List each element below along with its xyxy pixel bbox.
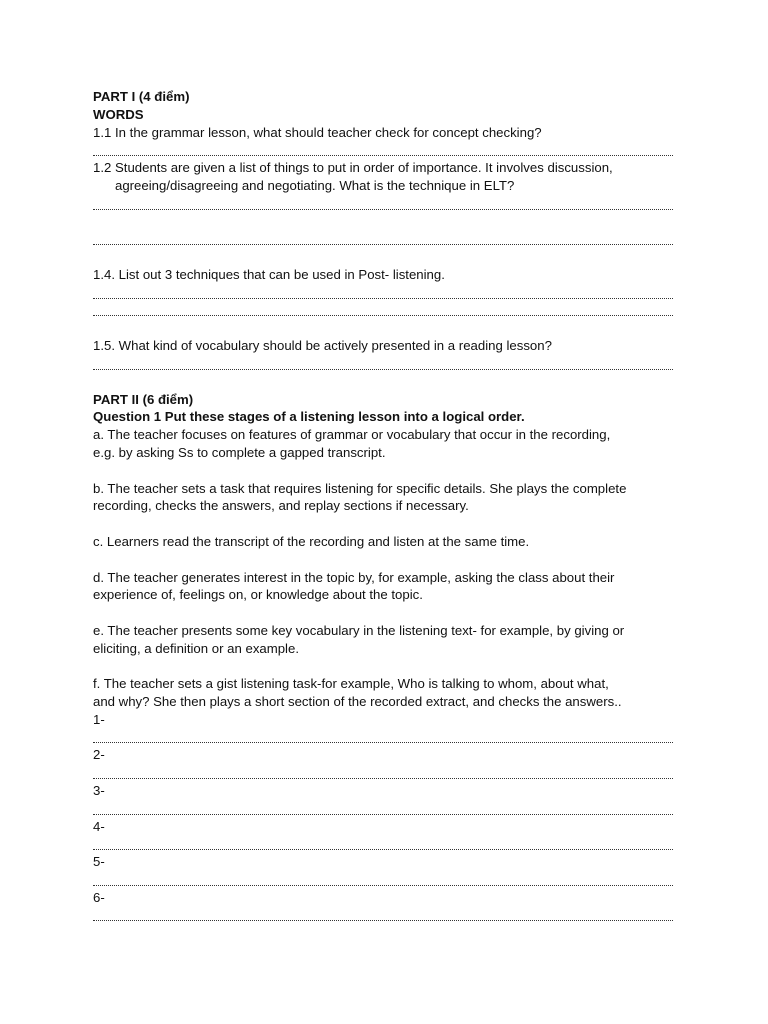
stage-option-b (93, 480, 673, 516)
answer-line-2[interactable] (93, 764, 673, 782)
answer-line-6[interactable] (93, 907, 673, 925)
option-line: e. The teacher presents some key vocabulary in the listening text- for example, by giving or (93, 622, 625, 638)
blank-gap (93, 213, 673, 231)
option-line: e.g. by asking Ss to complete a gapped transcript. (93, 444, 386, 460)
answer-number: 6- (93, 889, 105, 905)
blank-gap (93, 319, 673, 337)
question-1-2-line2: agreeing/disagreeing and negotiating. What is the technique in ELT? (115, 177, 515, 193)
blank-gap (93, 515, 673, 533)
answer-line-1[interactable] (93, 729, 673, 747)
answer-line-1-1[interactable] (93, 141, 673, 159)
stage-option-e (93, 622, 673, 658)
answer-number: 5- (93, 854, 105, 870)
stage-option-f (93, 675, 673, 711)
blank-gap (93, 248, 673, 266)
blank-gap (93, 551, 673, 569)
question-1-5: 1.5. What kind of vocabulary should be actively presented in a reading lesson? (93, 338, 552, 354)
blank-gap (93, 604, 673, 622)
answer-line-1-5[interactable] (93, 355, 673, 373)
answer-line-1-4a[interactable] (93, 284, 673, 302)
blank-gap (93, 462, 673, 480)
answer-line-1-2b[interactable] (93, 230, 673, 248)
blank-gap (93, 373, 673, 391)
stage-option-c (93, 533, 673, 551)
option-line: experience of, feelings on, or knowledge about the topic. (93, 587, 423, 603)
worksheet-page (93, 88, 673, 924)
answer-number: 3- (93, 783, 105, 799)
stage-option-d (93, 569, 673, 605)
answer-number: 2- (93, 747, 105, 763)
part2-title: PART II (6 điểm) (93, 391, 194, 407)
part2-question1: Question 1 Put these stages of a listening lesson into a logical order. (93, 409, 525, 425)
answer-list (93, 711, 673, 925)
option-line: b. The teacher sets a task that requires listening for specific details. She plays the complete (93, 480, 627, 496)
question-1-4: 1.4. List out 3 techniques that can be used in Post- listening. (93, 266, 445, 282)
part1-title: PART I (4 điểm) (93, 89, 190, 104)
question-1-1: 1.1 In the grammar lesson, what should teacher check for concept checking? (93, 124, 542, 140)
option-line: eliciting, a definition or an example. (93, 640, 299, 656)
answer-number: 4- (93, 818, 105, 834)
answer-line-4[interactable] (93, 835, 673, 853)
option-line: d. The teacher generates interest in the topic by, for example, asking the class about their (93, 569, 615, 585)
option-line: recording, checks the answers, and replay sections if necessary. (93, 498, 469, 514)
stage-option-a (93, 426, 673, 462)
answer-line-5[interactable] (93, 871, 673, 889)
option-line: and why? She then plays a short section of the recorded extract, and checks the answers.. (93, 694, 622, 710)
option-line: f. The teacher sets a gist listening task-for example, Who is talking to whom, about what, (93, 676, 609, 692)
part1-subtitle: WORDS (93, 106, 144, 122)
blank-gap (93, 658, 673, 676)
answer-line-1-2a[interactable] (93, 195, 673, 213)
answer-number: 1- (93, 711, 105, 727)
option-line: c. Learners read the transcript of the recording and listen at the same time. (93, 533, 530, 549)
answer-line-3[interactable] (93, 800, 673, 818)
question-1-2-line1: 1.2 Students are given a list of things to put in order of importance. It involves discussion, (93, 160, 613, 176)
answer-line-1-4b[interactable] (93, 302, 673, 320)
option-line: a. The teacher focuses on features of grammar or vocabulary that occur in the recording, (93, 427, 611, 443)
